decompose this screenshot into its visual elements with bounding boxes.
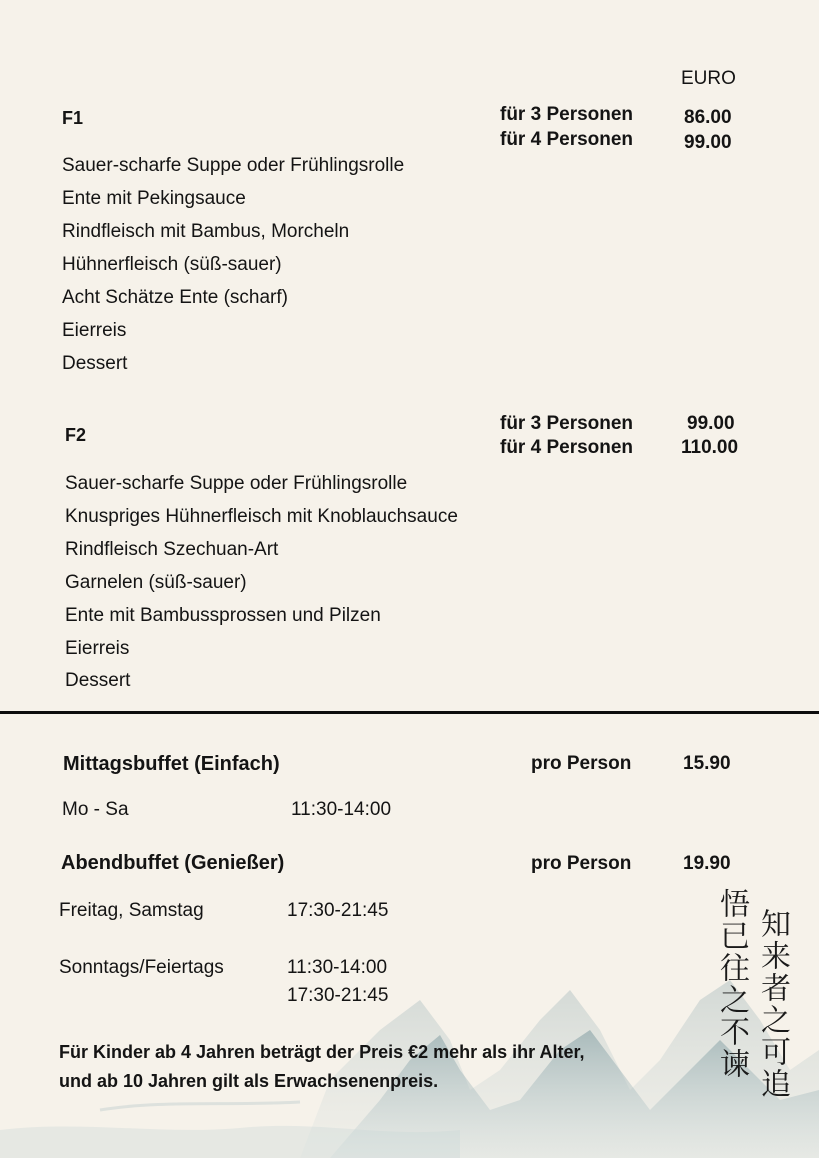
price-value: 99.00 — [687, 413, 735, 434]
price-value: 86.00 — [684, 107, 732, 128]
list-item: Eierreis — [62, 320, 127, 341]
children-price-note-line1: Für Kinder ab 4 Jahren beträgt der Preis €2 mehr als ihr Alter, — [59, 1042, 585, 1062]
list-item: Acht Schätze Ente (scharf) — [62, 287, 288, 308]
price-label: für 4 Personen — [500, 129, 634, 150]
list-item: Rindfleisch mit Bambus, Morcheln — [62, 221, 350, 242]
list-item: Ente mit Pekingsauce — [62, 188, 246, 209]
list-item: Dessert — [65, 670, 131, 691]
calligraphy-text: 知来者之可追 — [755, 908, 790, 1100]
buffet-unit: pro Person — [531, 853, 632, 874]
calligraphy-column-left — [712, 888, 749, 1090]
list-item: Sauer-scharfe Suppe oder Frühlingsrolle — [62, 155, 405, 176]
children-price-note-line2: und ab 10 Jahren gilt als Erwachsenenpreis. — [59, 1071, 439, 1091]
price-label: für 4 Personen — [500, 437, 634, 458]
menu-code-f2: F2 — [65, 425, 87, 445]
price-value: 99.00 — [684, 132, 732, 153]
list-item: Garnelen (süß-sauer) — [65, 572, 247, 593]
list-item: Hühnerfleisch (süß-sauer) — [62, 254, 282, 275]
section-divider — [0, 711, 819, 714]
buffet-title-lunch: Mittagsbuffet (Einfach) — [63, 753, 280, 775]
buffet-price: 19.90 — [683, 853, 731, 874]
calligraphy-column-right — [753, 908, 790, 1110]
schedule-time: 11:30-14:00 — [291, 799, 392, 820]
price-label: für 3 Personen — [500, 104, 634, 125]
currency-label: EURO — [681, 68, 736, 89]
buffet-title-dinner: Abendbuffet (Genießer) — [61, 852, 285, 874]
list-item: Sauer-scharfe Suppe oder Frühlingsrolle — [65, 473, 408, 494]
schedule-days: Sonntags/Feiertags — [59, 957, 224, 978]
schedule-days: Freitag, Samstag — [59, 900, 204, 921]
schedule-time: 17:30-21:45 — [287, 900, 389, 921]
price-label: für 3 Personen — [500, 413, 634, 434]
schedule-time: 17:30-21:45 — [287, 985, 389, 1006]
list-item: Dessert — [62, 353, 128, 374]
list-item: Eierreis — [65, 638, 130, 659]
calligraphy-text: 悟已往之不谏 — [714, 888, 749, 1080]
list-item: Knuspriges Hühnerfleisch mit Knoblauchsauce — [65, 506, 458, 527]
schedule-time: 11:30-14:00 — [287, 957, 388, 978]
list-item: Ente mit Bambussprossen und Pilzen — [65, 605, 381, 626]
menu-code-f1: F1 — [62, 108, 84, 128]
buffet-unit: pro Person — [531, 753, 632, 774]
schedule-days: Mo - Sa — [62, 799, 129, 820]
price-value: 110.00 — [681, 437, 739, 458]
list-item: Rindfleisch Szechuan-Art — [65, 539, 279, 560]
buffet-price: 15.90 — [683, 753, 731, 774]
